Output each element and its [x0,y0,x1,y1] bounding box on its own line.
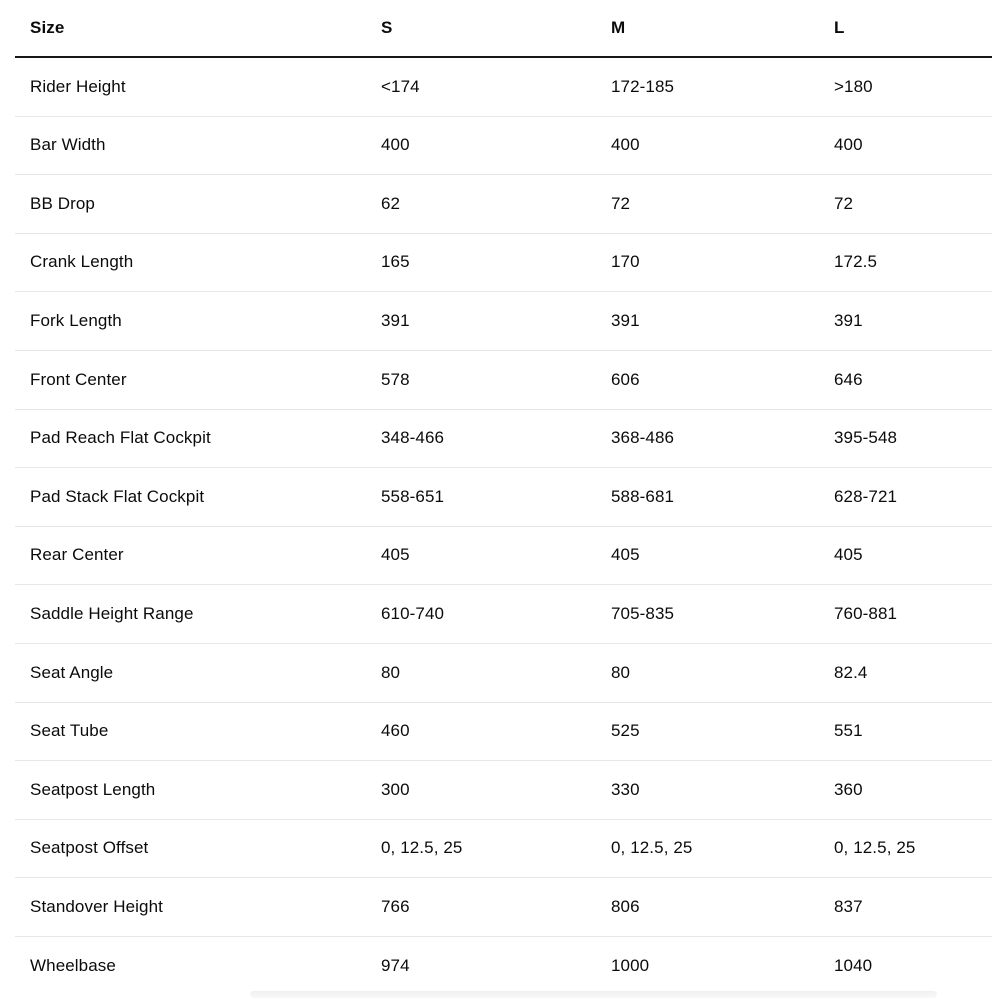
table-row [15,410,992,469]
row-label: Fork Length [30,310,122,330]
row-label: Rider Height [30,76,126,96]
row-label: Saddle Height Range [30,603,194,623]
cell-value: 551 [834,721,863,741]
cell-value: 172-185 [611,76,675,96]
cell-value: 766 [381,896,410,916]
cell-value: 1040 [834,956,873,975]
table-row [15,761,992,820]
table-row [15,820,992,879]
geometry-table [15,0,992,1000]
cell-value: 400 [381,135,410,155]
table-row [15,937,992,996]
row-label: Standover Height [30,896,163,916]
bottom-scroll-shadow [250,991,937,998]
cell-value: 610-740 [381,603,445,623]
cell-value: 80 [381,662,401,682]
cell-value: 0, 12.5, 25 [611,838,693,858]
row-label: Seat Tube [30,721,109,741]
cell-value: 82.4 [834,662,868,682]
cell-value: 395-548 [834,428,898,448]
row-label: Seatpost Offset [30,838,149,858]
cell-value: 628-721 [834,486,898,506]
cell-value: 460 [381,721,410,741]
row-label: Seatpost Length [30,779,156,799]
row-label: Crank Length [30,252,134,272]
cell-value: 588-681 [611,486,675,506]
table-row [15,468,992,527]
cell-value: 760-881 [834,603,898,623]
table-row [15,292,992,351]
cell-value: 391 [611,310,640,330]
row-label: BB Drop [30,193,95,213]
cell-value: 705-835 [611,603,675,623]
cell-value: 400 [834,135,863,155]
column-header-l: L [834,17,845,37]
cell-value: 391 [381,310,410,330]
cell-value: 72 [611,193,631,213]
cell-value: 837 [834,896,863,916]
cell-value: 80 [611,662,631,682]
cell-value: 405 [381,545,410,565]
cell-value: 170 [611,252,640,272]
cell-value: 974 [381,956,410,975]
cell-value: 405 [611,545,640,565]
cell-value: <174 [381,76,420,96]
table-row [15,527,992,586]
table-row [15,878,992,937]
cell-value: 368-486 [611,428,675,448]
cell-value: 348-466 [381,428,445,448]
cell-value: 806 [611,896,640,916]
table-row [15,351,992,410]
cell-value: 578 [381,369,410,389]
cell-value: 606 [611,369,640,389]
cell-value: 646 [834,369,863,389]
cell-value: 400 [611,135,640,155]
row-label: Seat Angle [30,662,114,682]
column-header-m: M [611,17,626,37]
cell-value: 300 [381,779,410,799]
cell-value: >180 [834,76,873,96]
cell-value: 0, 12.5, 25 [381,838,463,858]
table-header-row [15,0,992,58]
row-label: Rear Center [30,545,124,565]
row-label: Bar Width [30,135,106,155]
cell-value: 62 [381,193,401,213]
table-row [15,58,992,117]
row-label: Pad Stack Flat Cockpit [30,486,205,506]
cell-value: 72 [834,193,854,213]
row-label: Pad Reach Flat Cockpit [30,428,211,448]
column-header-size: Size [30,17,65,37]
table-body [15,58,992,996]
row-label: Wheelbase [30,956,116,975]
table-row [15,644,992,703]
cell-value: 360 [834,779,863,799]
table-row [15,703,992,762]
cell-value: 405 [834,545,863,565]
cell-value: 1000 [611,956,650,975]
cell-value: 558-651 [381,486,445,506]
cell-value: 525 [611,721,640,741]
table-row [15,585,992,644]
row-label: Front Center [30,369,127,389]
cell-value: 0, 12.5, 25 [834,838,916,858]
cell-value: 172.5 [834,252,878,272]
column-header-s: S [381,17,393,37]
cell-value: 165 [381,252,410,272]
table-row [15,175,992,234]
table-row [15,117,992,176]
table-row [15,234,992,293]
cell-value: 330 [611,779,640,799]
cell-value: 391 [834,310,863,330]
